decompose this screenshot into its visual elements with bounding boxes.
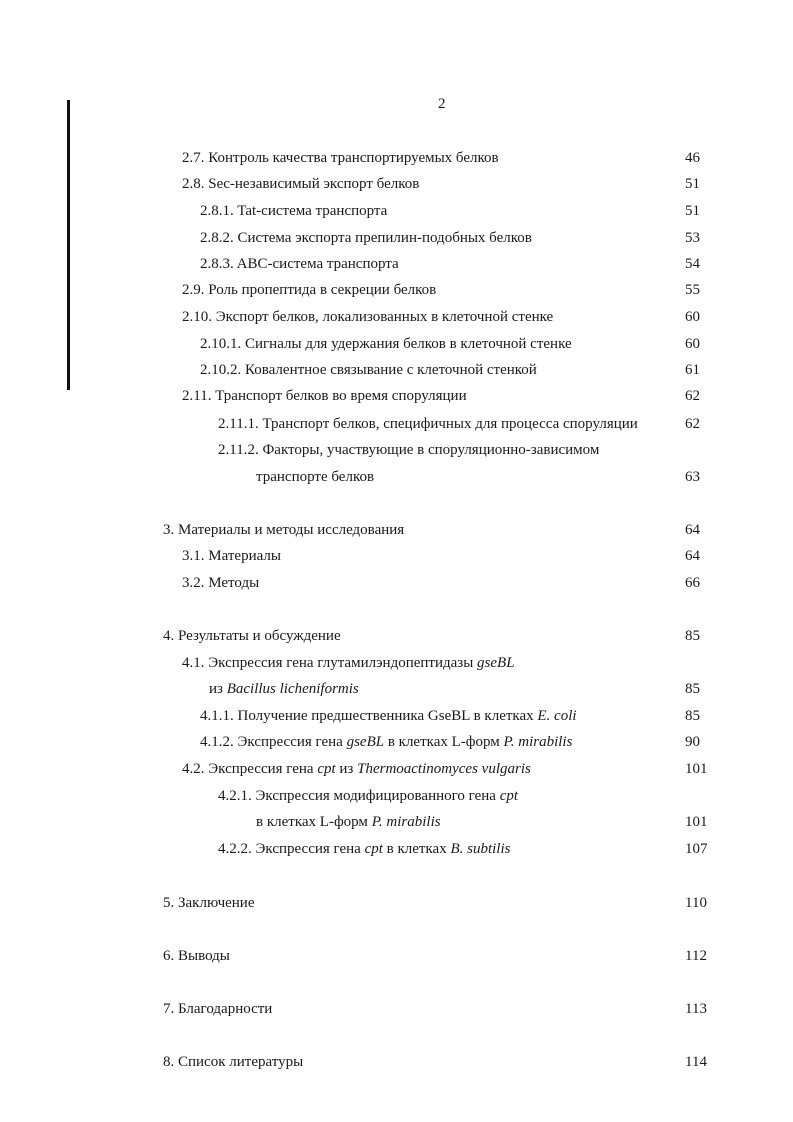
toc-entry-4-2-2 [218,840,510,858]
toc-page-7: 113 [685,1001,707,1017]
toc-entry-6: 6. Выводы [163,948,230,964]
toc-entry-3-2: 3.2. Методы [182,575,260,591]
toc-entry-4-2-2-text-b: в клетках [382,841,451,857]
toc-entry-7: 7. Благодарности [163,1001,273,1017]
toc-page-2-8-2: 53 [685,230,700,246]
toc-page-2-8-3: 54 [685,256,700,272]
toc-page-4-1: 85 [685,681,700,697]
toc-entry-2-11-1: 2.11.1. Транспорт белков, специфичных для процесса споруляции [218,416,638,432]
gene-cpt: cpt [364,841,383,857]
gene-cpt: cpt [317,761,336,777]
toc-entry-2-10: 2.10. Экспорт белков, локализованных в клеточной стенке [182,309,554,325]
toc-page-5: 110 [685,895,707,911]
toc-entry-4-2-text-a: 4.2. Экспрессия гена [182,761,318,777]
toc-entry-4-2-1-text-a: 4.2.1. Экспрессия модифицированного гена [218,788,500,804]
organism-e-coli: E. coli [537,708,577,724]
toc-page-2-11: 62 [685,388,700,404]
toc-entry-4-2-1-line1 [218,787,518,805]
toc-page-6: 112 [685,948,707,964]
scan-edge-mark [67,100,70,390]
gene-gsebl: gseBL [477,655,515,671]
toc-page-3-2: 66 [685,575,700,591]
toc-page-2-9: 55 [685,282,700,298]
toc-entry-4-1-2-text-a: 4.1.2. Экспрессия гена [200,734,347,750]
toc-entry-4-2-1-text-b: в клетках L-форм [256,814,372,830]
toc-entry-2-8-1: 2.8.1. Tat-система транспорта [200,203,388,219]
toc-page-4: 85 [685,628,700,644]
toc-entry-4-2-text-b: из [335,761,358,777]
toc-entry-4-1-line1 [182,654,515,672]
toc-entry-2-10-2: 2.10.2. Ковалентное связывание с клеточной стенкой [200,362,537,378]
toc-entry-2-8: 2.8. Sec-независимый экспорт белков [182,176,420,192]
organism-thermoactinomyces-vulgaris: Thermoactinomyces vulgaris [357,761,531,777]
toc-page-4-2-2: 107 [685,841,708,857]
organism-bacillus-licheniformis: Bacillus licheniformis [226,681,359,697]
toc-entry-4-2 [182,760,531,778]
toc-page-2-10: 60 [685,309,700,325]
toc-page-2-10-2: 61 [685,362,700,378]
gene-cpt: cpt [499,788,519,804]
toc-page-2-8-1: 51 [685,203,700,219]
toc-page-3-1: 64 [685,548,700,564]
organism-b-subtilis: B. subtilis [450,841,511,857]
toc-page-3: 64 [685,522,700,538]
toc-page-4-1-1: 85 [685,708,700,724]
toc-entry-4-1-text: 4.1. Экспрессия гена глутамилэндопептидазы [182,655,478,671]
organism-p-mirabilis: P. mirabilis [503,734,573,750]
toc-page-2-7: 46 [685,150,700,166]
toc-entry-4-1-2 [200,733,572,751]
toc-entry-2-8-2: 2.8.2. Система экспорта препилин-подобных белков [200,230,532,246]
toc-entry-4-2-2-text-a: 4.2.2. Экспрессия гена [218,841,365,857]
toc-entry-4-1-prefix: из [209,681,227,697]
toc-entry-2-11-2-line1: 2.11.2. Факторы, участвующие в споруляционно-зависимом [218,442,600,458]
page-number: 2 [438,96,446,112]
toc-page-8: 114 [685,1054,707,1070]
toc-entry-2-10-1: 2.10.1. Сигналы для удержания белков в клеточной стенке [200,336,572,352]
toc-page-4-2-1: 101 [685,814,708,830]
gene-gsebl: gseBL [346,734,385,750]
toc-entry-3-1: 3.1. Материалы [182,548,281,564]
toc-page-4-1-2: 90 [685,734,700,750]
toc-entry-4-1-2-text-b: в клетках L-форм [384,734,504,750]
toc-entry-2-11: 2.11. Транспорт белков во время споруляции [182,388,467,404]
toc-entry-2-8-3: 2.8.3. ABC-система транспорта [200,256,399,272]
toc-entry-2-11-2-line2: транспорте белков [256,469,375,485]
toc-page-2-11-1: 62 [685,416,700,432]
toc-page-2-11-2: 63 [685,469,700,485]
toc-entry-4-2-1-line2 [256,813,441,831]
toc-entry-4-1-line2 [209,680,359,698]
toc-entry-5: 5. Заключение [163,895,255,911]
toc-entry-4-1-1 [200,707,577,725]
toc-entry-2-7: 2.7. Контроль качества транспортируемых белков [182,150,499,166]
toc-entry-4: 4. Результаты и обсуждение [163,628,341,644]
toc-entry-4-1-1-text: 4.1.1. Получение предшественника GseBL в клетках [200,708,538,724]
toc-page-2-10-1: 60 [685,336,700,352]
toc-page-4-2: 101 [685,761,708,777]
toc-entry-8: 8. Список литературы [163,1054,304,1070]
toc-entry-3: 3. Материалы и методы исследования [163,522,405,538]
toc-page-2-8: 51 [685,176,700,192]
toc-entry-2-9: 2.9. Роль пропептида в секреции белков [182,282,437,298]
organism-p-mirabilis: P. mirabilis [371,814,441,830]
